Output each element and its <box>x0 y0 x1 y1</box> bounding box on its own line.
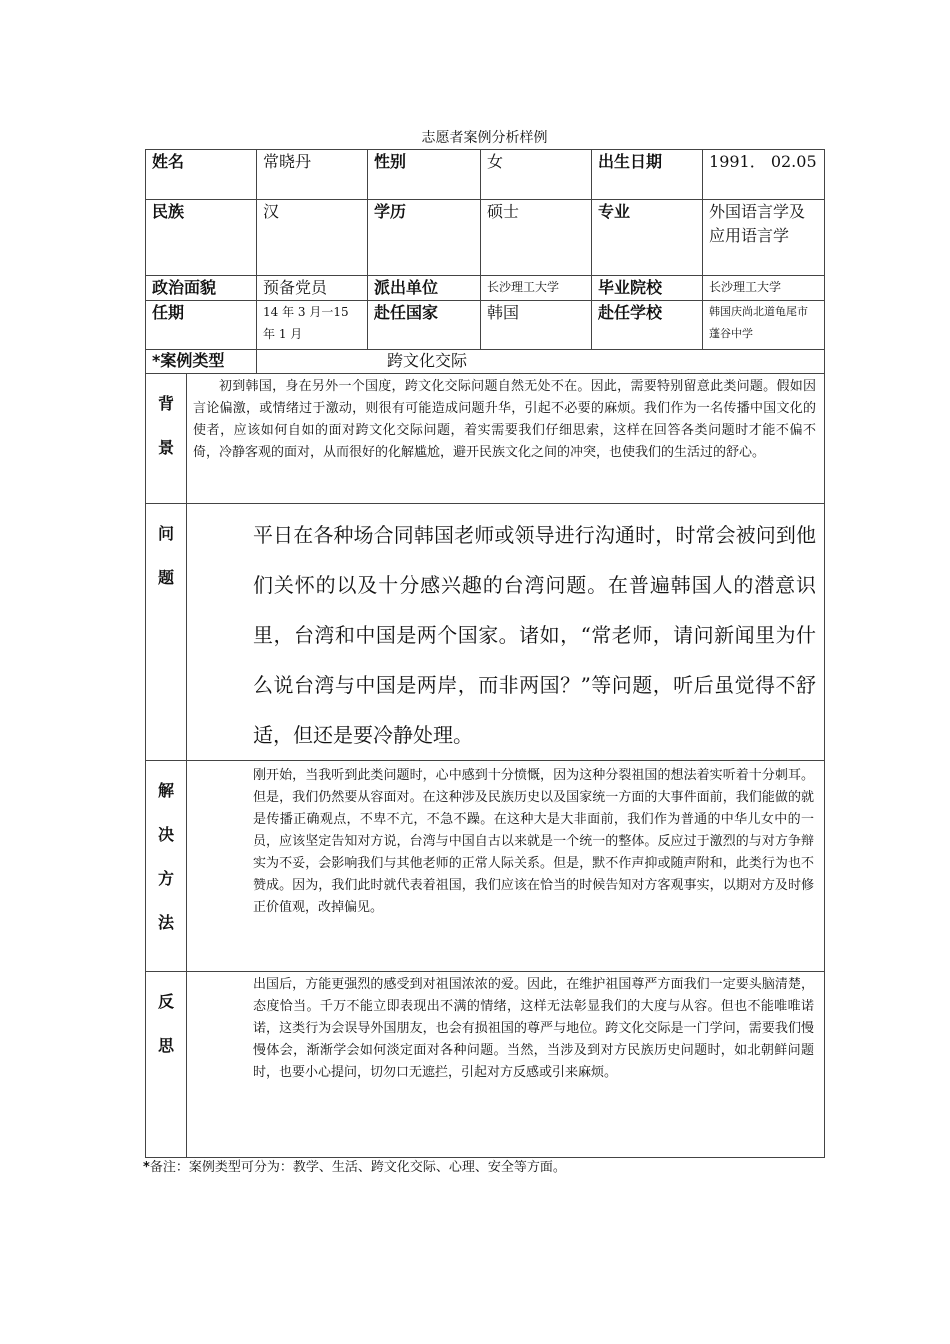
term-value: 14 年 3 月一15 年 1 月 <box>257 301 368 350</box>
solution-text: 刚开始，当我听到此类问题时，心中感到十分愤慨，因为这种分裂祖国的想法着实听着十分刺耳。但是，我们仍然要从容面对。在这种涉及民族历史以及国家统一方面的大事件面前，我们能做的就是传播正确观点，不卑不亢，不急不躁。在这种大是大非面前，我们作为普通的中华儿女中的一员，应该坚定告知对方说，台湾与中国自古以来就是一个统一的整体。反应过于激烈的与对方争辩实为不妥，会影响我们与其他老师的正常人际关系。但是，默不作声抑或随声附和，此类行为也不赞成。因为，我们此时就代表着祖国，我们应该在恰当的时候告知对方客观事实，以期对方及时修正价值观，改掉偏见。 <box>187 761 825 972</box>
birth-value: 1991． 02.05 <box>703 150 825 200</box>
school-value: 韩国庆尚北道龟尾市蓬谷中学 <box>703 301 825 350</box>
ethnicity-label: 民族 <box>146 200 257 276</box>
ethnicity-value: 汉 <box>257 200 368 276</box>
background-text: 初到韩国，身在另外一个国度，跨文化交际问题自然无处不在。因此，需要特别留意此类问题。假如因言论偏激，或情绪过于激动，则很有可能造成问题升华，引起不必要的麻烦。我们作为一名传播中国文化的使者，应该如何自如的面对跨文化交际问题，着实需要我们仔细思索，这样在回答各类问题时才能不偏不倚，冷静客观的面对，从而很好的化解尴尬，避开民族文化之间的冲突，也使我们的生活过的舒心。 <box>187 374 825 504</box>
birth-label: 出生日期 <box>592 150 703 200</box>
background-label: 背 景 <box>146 374 187 504</box>
problem-text: 平日在各种场合同韩国老师或领导进行沟通时，时常会被问到他们关怀的以及十分感兴趣的台湾问题。在普遍韩国人的潜意识里，台湾和中国是两个国家。诸如，“常老师，请问新闻里为什么说台湾与中国是两岸，而非两国？”等问题，听后虽觉得不舒适，但还是要冷静处理。 <box>187 504 825 761</box>
gender-label: 性别 <box>368 150 481 200</box>
term-label: 任期 <box>146 301 257 350</box>
footnote-text: 备注：案例类型可分为：教学、生活、跨文化交际、心理、安全等方面。 <box>149 1160 566 1175</box>
problem-label: 问 题 <box>146 504 187 761</box>
education-label: 学历 <box>368 200 481 276</box>
row-political <box>146 276 825 301</box>
major-value: 外国语言学及应用语言学 <box>703 200 825 276</box>
row-term <box>146 301 825 350</box>
dispatch-value: 长沙理工大学 <box>481 276 592 301</box>
case-type-label: *案例类型 <box>146 350 257 374</box>
row-problem <box>146 504 825 761</box>
row-background <box>146 374 825 504</box>
case-type-value: 跨文化交际 <box>257 350 825 374</box>
country-value: 韩国 <box>481 301 592 350</box>
page-title: 志愿者案例分析样例 <box>421 130 548 146</box>
row-name <box>146 150 825 200</box>
reflection-text: 出国后，方能更强烈的感受到对祖国浓浓的爱。因此，在维护祖国尊严方面我们一定要头脑清楚，态度恰当。千万不能立即表现出不满的情绪，这样无法彰显我们的大度与从容。但也不能唯唯诺诺，这类行为会误导外国朋友，也会有损祖国的尊严与地位。跨文化交际是一门学问，需要我们慢慢体会，渐渐学会如何淡定面对各种问题。当然，当涉及到对方民族历史问题时，如北朝鲜问题时，也要小心提问，切勿口无遮拦，引起对方反感或引来麻烦。 <box>187 972 825 1158</box>
education-value: 硕士 <box>481 200 592 276</box>
reflection-label: 反 思 <box>146 972 187 1158</box>
case-analysis-form <box>145 149 825 1158</box>
dispatch-label: 派出单位 <box>368 276 481 301</box>
row-solution <box>146 761 825 972</box>
name-label: 姓名 <box>146 150 257 200</box>
school-label: 赴任学校 <box>592 301 703 350</box>
footnote-mark: * <box>143 1160 150 1175</box>
political-label: 政治面貌 <box>146 276 257 301</box>
footnote <box>143 1157 566 1179</box>
major-label: 专业 <box>592 200 703 276</box>
row-case-type <box>146 350 825 374</box>
row-reflection <box>146 972 825 1158</box>
gender-value: 女 <box>481 150 592 200</box>
graduate-value: 长沙理工大学 <box>703 276 825 301</box>
row-ethnicity <box>146 200 825 276</box>
political-value: 预备党员 <box>257 276 368 301</box>
country-label: 赴任国家 <box>368 301 481 350</box>
graduate-label: 毕业院校 <box>592 276 703 301</box>
name-value: 常晓丹 <box>257 150 368 200</box>
solution-label: 解 决 方 法 <box>146 761 187 972</box>
